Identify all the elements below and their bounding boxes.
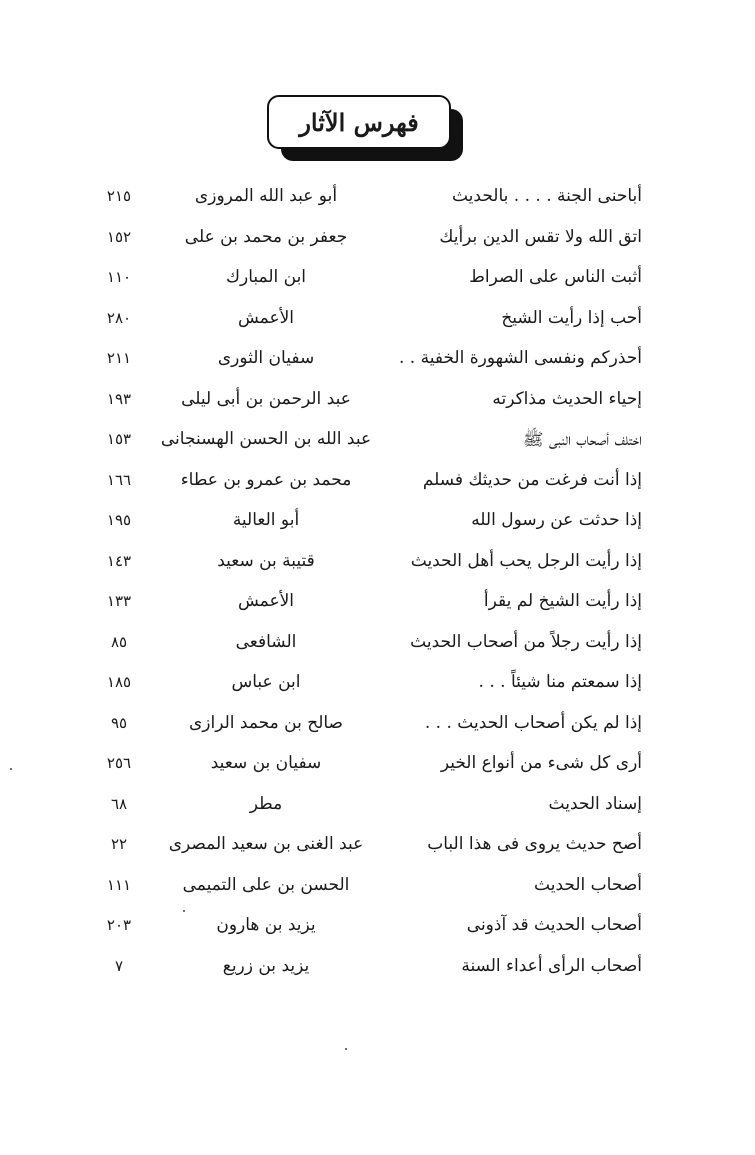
page-number: ٢٠٣: [106, 916, 132, 934]
page-number: ١٩٥: [106, 511, 132, 529]
athar-title: إحياء الحديث مذاكرته: [492, 388, 642, 409]
narrator-name: ابن المبارك: [225, 267, 307, 287]
narrator-name: عبد الله بن الحسن الهسنجانى: [160, 429, 372, 449]
page-number: ١١٠: [106, 268, 132, 286]
narrator-name: الحسن بن على التميمى: [182, 874, 350, 895]
athar-title: اتق الله ولا تقس الدين برأيك: [439, 226, 642, 247]
athar-title: إذا أنت فرغت من حديثك فسلم: [422, 469, 642, 490]
athar-title: إذا رأيت رجلاً من أصحاب الحديث: [410, 631, 642, 652]
narrator-name: يزيد بن زريع: [222, 955, 310, 976]
narrator-name: قتيبة بن سعيد: [217, 550, 315, 571]
athar-title: أصحاب الحديث قد آذونى: [466, 915, 642, 935]
page-number: ٩٥: [110, 713, 128, 732]
page-number: ٢١٥: [106, 187, 132, 205]
index-row: [0, 425, 755, 466]
index-row: [0, 790, 755, 831]
page-number: ١٨٥: [106, 673, 132, 691]
narrator-name: الشافعى: [235, 631, 297, 652]
athar-title: أصحاب الرأى أعداء السنة: [461, 955, 642, 976]
page-number: ١٤٣: [106, 551, 132, 570]
index-row: [0, 628, 755, 669]
scan-speck: [345, 1048, 347, 1050]
page-number: ١٥٢: [106, 227, 132, 246]
narrator-name: سفيان الثورى: [217, 348, 315, 368]
page-number: ١٣٣: [106, 592, 132, 610]
narrator-name: عبد الغنى بن سعيد المصرى: [168, 834, 364, 854]
narrator-name: محمد بن عمرو بن عطاء: [180, 469, 352, 490]
index-row: [0, 304, 755, 345]
narrator-name: يزيد بن هارون: [216, 915, 316, 935]
page-number: ٨٥: [110, 632, 128, 651]
athar-title: أثبت الناس على الصراط: [469, 267, 642, 287]
narrator-name: مطر: [249, 793, 283, 814]
index-row: [0, 506, 755, 547]
page-title: فهرس الآثار: [267, 95, 451, 149]
athar-title: أباحنى الجنة . . . . بالحديث: [451, 186, 642, 206]
index-row: [0, 466, 755, 507]
athar-title: أصح حديث يروى فى هذا الباب: [427, 834, 642, 854]
index-row: [0, 344, 755, 385]
page-number: ١٩٣: [106, 389, 132, 408]
page-number: ١١١: [106, 875, 132, 894]
athar-title: أحذركم ونفسى الشهورة الخفية . .: [399, 348, 642, 368]
index-row: [0, 668, 755, 709]
athar-title: إذا سمعتم منا شيئاً . . .: [478, 672, 642, 692]
page-number: ٦٨: [110, 794, 128, 813]
index-row: [0, 223, 755, 264]
narrator-name: الأعمش: [237, 591, 295, 611]
narrator-name: ابن عباس: [231, 672, 301, 692]
index-row: [0, 547, 755, 588]
narrator-name: أبو عبد الله المروزى: [194, 186, 338, 206]
index-row: [0, 911, 755, 952]
index-row: [0, 587, 755, 628]
index-row: [0, 709, 755, 750]
athar-title: إذا رأيت الشيخ لم يقرأ: [483, 591, 642, 611]
scan-speck: [183, 910, 185, 912]
index-row: [0, 385, 755, 426]
page-number: ٧: [114, 956, 124, 975]
narrator-name: سفيان بن سعيد: [210, 753, 322, 773]
narrator-name: أبو العالية: [232, 510, 300, 530]
page-number: ٢٢: [110, 835, 128, 853]
athar-title: أرى كل شىء من أنواع الخير: [440, 753, 642, 773]
narrator-name: جعفر بن محمد بن على: [184, 226, 348, 247]
athar-title: إذا لم يكن أصحاب الحديث . . .: [424, 712, 642, 733]
narrator-name: عبد الرحمن بن أبى ليلى: [181, 388, 351, 409]
athar-title: إذا حدثت عن رسول الله: [471, 510, 642, 530]
athar-title: اختلف أصحاب النبى ﷺ: [523, 430, 642, 450]
scan-speck: [10, 768, 12, 770]
index-row: [0, 830, 755, 871]
index-row: [0, 871, 755, 912]
index-table: [0, 182, 755, 992]
narrator-name: الأعمش: [237, 307, 295, 328]
athar-title: إسناد الحديث: [548, 793, 642, 814]
narrator-name: صالح بن محمد الرازى: [188, 712, 343, 733]
athar-title: إذا رأيت الرجل يحب أهل الحديث: [410, 550, 642, 571]
index-row: [0, 952, 755, 993]
index-title-frame: [267, 95, 467, 165]
index-row: [0, 749, 755, 790]
athar-title: أصحاب الحديث: [534, 874, 642, 895]
page-number: ١٦٦: [106, 470, 132, 489]
page-number: ٢١١: [106, 349, 132, 367]
index-row: [0, 263, 755, 304]
index-row: [0, 182, 755, 223]
page-number: ١٥٣: [106, 430, 132, 448]
athar-title: أحب إذا رأيت الشيخ: [501, 307, 642, 328]
page-number: ٢٨٠: [106, 308, 132, 327]
page-number: ٢٥٦: [106, 754, 132, 772]
